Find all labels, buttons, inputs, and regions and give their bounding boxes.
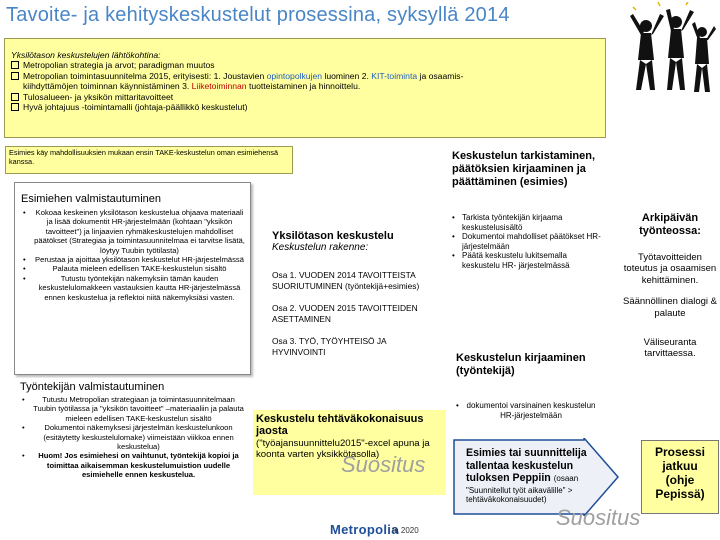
employee-preparation-heading: Työntekijän valmistautuminen: [20, 381, 165, 393]
discussion-part-2: Osa 2. VUODEN 2015 TAVOITTEIDEN ASETTAMINEN: [272, 303, 418, 324]
recommendation-watermark: Suositus: [341, 452, 426, 477]
list-item: • Dokumentoi näkemyksesi järjestelmän keskustelunkoon (esitäytetty keskustelulomake) viimeistään viikkoa ennen keskustelua): [22, 423, 245, 451]
everyday-work-column: [622, 212, 718, 360]
manager-preparation-box: [14, 182, 251, 375]
process-instructions-label: (ohje Pepissä): [655, 473, 705, 501]
manager-note: Esimies käy mahdollisuuksien mukaan ensin TAKE-keskustelun oman esimiehensä kanssa.: [5, 146, 293, 174]
save-to-peppi-title: Esimies tai suunnittelija tallentaa keskustelun tuloksen Peppiin: [466, 447, 587, 484]
recommendation-watermark-2: Suositus: [556, 505, 641, 530]
discussion-review-heading: Keskustelun tarkistaminen, päätöksien kirjaaminen ja päättäminen (esimies): [452, 150, 596, 188]
list-item: Hyvä johtajuus -toimintamalli (johtaja-päällikkö keskustelut): [11, 102, 605, 113]
list-item: • Dokumentoi mahdolliset päätökset HR-järjestelmään: [452, 232, 602, 251]
list-item: • Tarkista työntekijän kirjaama keskustelusisältö: [452, 213, 602, 232]
list-item: • Palauta mieleen edellisen TAKE-keskustelun sisältö: [23, 264, 246, 273]
save-to-peppi-text: "Suunnitellut työt aikavälille" > tehtäväkokonaisuudet): [466, 485, 573, 505]
discussion-part-3: Osa 3. TYÖ, TYÖYHTEISÖ JA HYVINVOINTI: [272, 336, 387, 357]
individual-discussion-box: [272, 230, 437, 430]
checkbox-bullet-icon: [11, 72, 19, 80]
task-group-discussion-box: [253, 410, 446, 495]
list-item: • Tutustu Metropolian strategiaan ja toimintasuunnitelmaan Tuubin työtilassa ja "yksikön tavoitteet" –materiaaliin ja palauta mieleen edellisen TAKE-keskustelun sisältö: [22, 395, 245, 423]
checkbox-bullet-icon: [11, 103, 19, 111]
list-item: kiihdyttämöjen toiminnan käynnistäminen 3. Liiketoiminnan tuotteistaminen ja hinnoittelu.: [23, 81, 361, 92]
task-group-title: Keskustelu tehtäväkokonaisuus jaosta: [256, 413, 424, 437]
list-item: • Päätä keskustelu lukitsemalla keskustelu HR- järjestelmässä: [452, 251, 602, 270]
everyday-work-heading: Arkipäivän työnteossa:: [639, 212, 701, 237]
manager-preparation-heading: Esimiehen valmistautuminen: [21, 193, 162, 205]
starting-points-list: [5, 60, 605, 113]
employee-recording-heading: Keskustelun kirjaaminen (työntekijä): [456, 352, 586, 377]
discussion-part-1: Osa 1. VUODEN 2014 TAVOITTEISTA SUORIUTUMINEN (työntekijä+esimies): [272, 270, 420, 291]
everyday-work-text-1: Työtavoitteiden toteutus ja osaamisen kehittäminen.: [623, 252, 717, 286]
metropolia-logo: Metropolia: [330, 522, 399, 537]
list-item: Metropolian strategia ja arvot; paradigman muutos: [11, 60, 605, 71]
list-item: Tulosalueen- ja yksikön mittaritavoitteet: [11, 92, 605, 103]
save-to-peppi-box: [466, 447, 614, 505]
footer-year: ta 2020: [392, 526, 419, 535]
save-to-peppi-title-suffix: (osaan: [553, 474, 579, 483]
checkbox-bullet-icon: [11, 93, 19, 101]
everyday-work-text-2: Säännöllinen dialogi & palaute: [622, 296, 718, 319]
list-item: • Huom! Jos esimiehesi on vaihtunut, työntekijä kopioi ja toimittaa aikaisemman keskustelumuistion uudelle esimiehelle ennen keskustelua.: [22, 451, 245, 479]
individual-discussion-title: Yksilötason keskustelu: [272, 230, 394, 242]
process-continues-box: [641, 440, 719, 514]
list-item: • dokumentoi varsinainen keskustelun HR-järjestelmään: [456, 401, 596, 420]
list-item: Metropolian toimintasuunnitelma 2015, erityisesti: 1. Joustavien opintopolkujen luominen 2. KIT-toiminta ja osaamis-: [11, 71, 605, 82]
starting-points-heading: Yksilötason keskustelujen lähtökohtina:: [11, 50, 161, 60]
list-item: • Perustaa ja ajoittaa yksilötason keskustelut HR-järjestelmässä: [23, 255, 246, 264]
employee-recording-list: [456, 398, 596, 420]
discussion-structure-label: Keskustelun rakenne:: [272, 242, 369, 253]
list-item: • Tutustu työntekijän näkemyksiin tämän kauden keskustelulomakkeen vastauksien kautta HR-järjestelmässä ennen keskustelua ja reflektoi niitä näkemyksiäsi vasten.: [23, 274, 246, 302]
list-item: • Kokoaa keskeinen yksilötason keskustelua ohjaava materiaali ja lisää dokumentit HR-järjestelmään (kohtaan "yksikön tavoitteet") ja linjaavien ryhmäkeskustelujen mahdolliset päätökset (Strategiaa ja toimintasuunnitelmaa ei tarvitse lisätä, löytyy Tuubin työtilasta): [23, 208, 246, 255]
starting-points-box: [4, 38, 606, 138]
cheering-people-illustration: [624, 2, 716, 94]
task-group-text: ("työajansuunnittelu2015"-excel apuna ja koonta varten yksikkötasolla): [256, 438, 430, 460]
employee-preparation-box: [14, 378, 249, 540]
page-title: Tavoite- ja kehityskeskustelut prosessina, syksyllä 2014: [6, 4, 510, 26]
everyday-work-text-3: Väliseuranta tarvittaessa.: [643, 337, 697, 360]
checkbox-bullet-icon: [11, 61, 19, 69]
process-continues-label: Prosessi jatkuu: [654, 445, 706, 473]
discussion-review-list: [452, 210, 602, 271]
